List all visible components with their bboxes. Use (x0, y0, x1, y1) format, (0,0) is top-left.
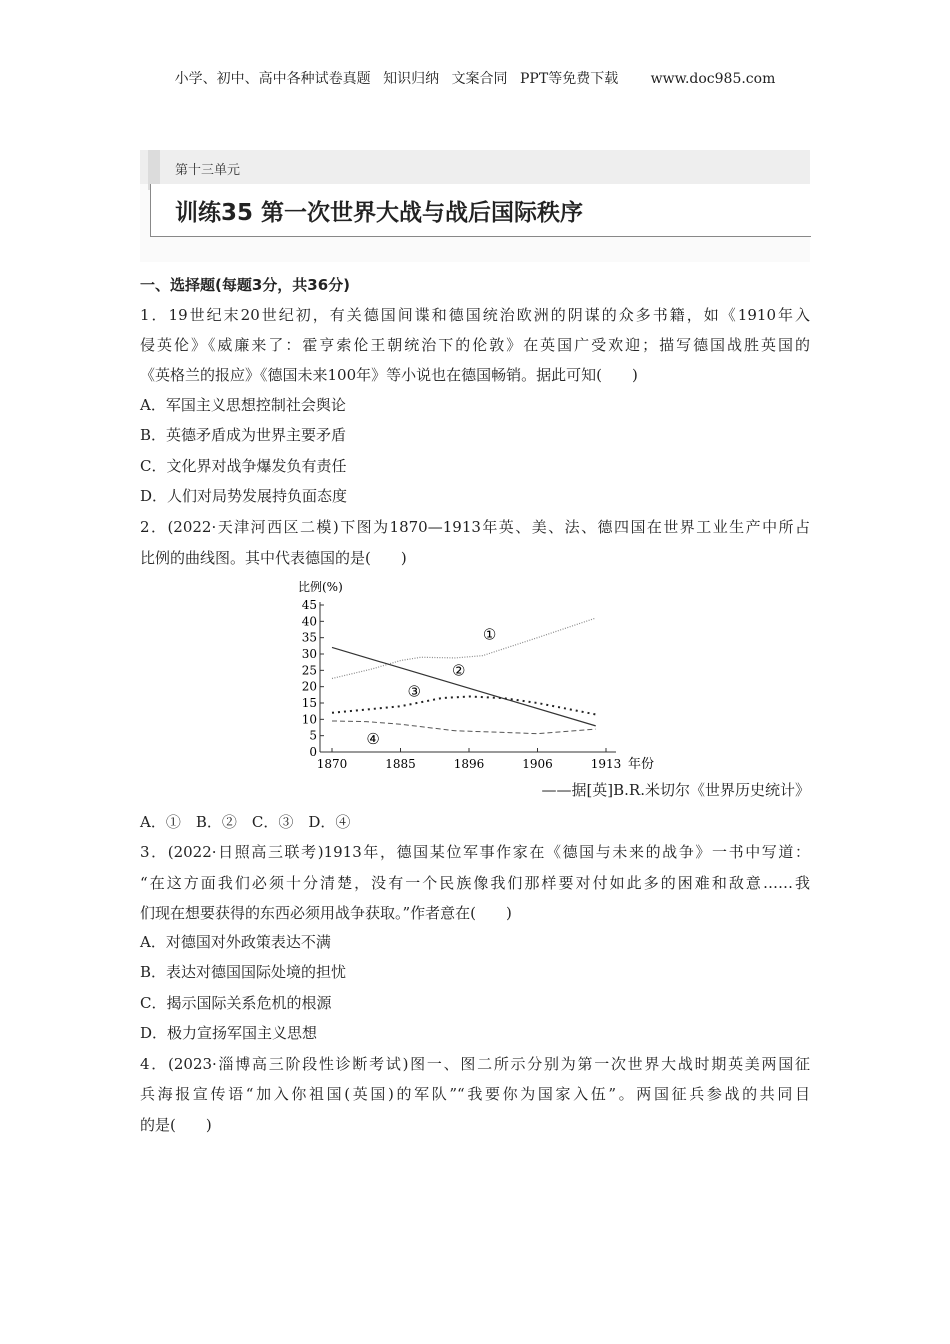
y-tick-label: 10 (301, 712, 317, 727)
question-3-text: “在这方面我们必须十分清楚，没有一个民族像我们那样要对付如此多的困难和敌意……我 (140, 874, 810, 892)
series-label: ① (482, 625, 497, 644)
answer-option: D．极力宣扬军国主义思想 (140, 1024, 318, 1042)
y-tick-label: 15 (301, 696, 317, 710)
answer-option: B．英德矛盾成为世界主要矛盾 (140, 426, 347, 444)
chart-source: ——据[英]B.R.米切尔《世界历史统计》 (541, 781, 810, 799)
question-4-text: 兵海报宣传语“加入你祖国(英国)的军队”“我要你为国家入伍”。两国征兵参战的共同目 (140, 1085, 810, 1103)
answer-option: B．表达对德国国际处境的担忧 (140, 963, 347, 981)
header-url[interactable]: www.doc985.com (650, 71, 776, 87)
y-tick-label: 20 (301, 679, 317, 694)
y-tick-label: 45 (301, 598, 317, 612)
title-banner (140, 150, 810, 262)
question-4-text: 的是( ) (140, 1116, 212, 1134)
series-line-3 (332, 696, 596, 714)
answer-options: A．① B．② C．③ D．④ (140, 813, 351, 831)
y-tick-label: 30 (301, 647, 317, 661)
answer-option: C．文化界对战争爆发负有责任 (140, 457, 347, 475)
page-title: 训练35 第一次世界大战与战后国际秩序 (175, 200, 584, 226)
answer-option: C．揭示国际关系危机的根源 (140, 994, 332, 1012)
question-4-text: 4．(2023·淄博高三阶段性诊断考试)图一、图二所示分别为第一次世界大战时期英美两国征 (140, 1055, 810, 1073)
question-3-text: 们现在想要获得的东西必须用战争获取。”作者意在( ) (140, 904, 512, 922)
y-axis-label: 比例(%) (298, 580, 343, 594)
y-tick-label: 40 (301, 614, 317, 629)
header-text: PPT等免费下载 (520, 71, 619, 87)
question-2-text: 比例的曲线图。其中代表德国的是( ) (140, 549, 407, 567)
y-tick-label: 25 (301, 663, 317, 678)
question-2-text: 2．(2022·天津河西区二模)下图为1870—1913年英、美、法、德四国在世界工业生产中所占 (140, 518, 810, 536)
series-label: ③ (407, 682, 421, 701)
question-1-text: 1．19世纪末20世纪初，有关德国间谍和德国统治欧洲的阴谋的众多书籍，如《1910年入 (140, 306, 810, 324)
y-tick-label: 0 (309, 745, 317, 759)
x-tick-label: 1913 (590, 757, 622, 771)
section-heading: 一、选择题(每题3分，共36分) (140, 276, 351, 294)
series-label: ② (451, 661, 466, 680)
x-tick-label: 1896 (453, 757, 485, 771)
header-text: 知识归纳 (383, 71, 440, 87)
y-tick-label: 35 (301, 630, 317, 645)
series-label: ④ (366, 729, 380, 748)
answer-option: A．军国主义思想控制社会舆论 (140, 396, 346, 414)
line-chart (290, 577, 680, 777)
x-tick-label: 1885 (385, 757, 416, 771)
question-1-text: 《英格兰的报应》《德国未来100年》等小说也在德国畅销。据此可知( ) (140, 366, 638, 384)
x-tick-label: 1870 (316, 757, 348, 771)
answer-option: D．人们对局势发展持负面态度 (140, 487, 348, 505)
question-1-text: 侵英伦》《威廉来了：霍亨索伦王朝统治下的伦敦》在英国广受欢迎；描写德国战胜英国的 (140, 336, 810, 354)
question-3-text: 3．(2022·日照高三联考)1913年，德国某位军事作家在《德国与未来的战争》一书中写道： (140, 843, 810, 861)
answer-option: A．对德国对外政策表达不满 (140, 933, 331, 951)
series-line-2 (332, 647, 596, 725)
header-text: 小学、初中、高中各种试卷真题 (174, 71, 371, 87)
site-header (0, 68, 950, 88)
unit-label: 第十三单元 (175, 163, 241, 178)
header-text: 文案合同 (451, 71, 508, 87)
x-axis-label: 年份 (628, 757, 655, 772)
y-tick-label: 5 (309, 728, 317, 743)
x-tick-label: 1906 (522, 757, 553, 771)
